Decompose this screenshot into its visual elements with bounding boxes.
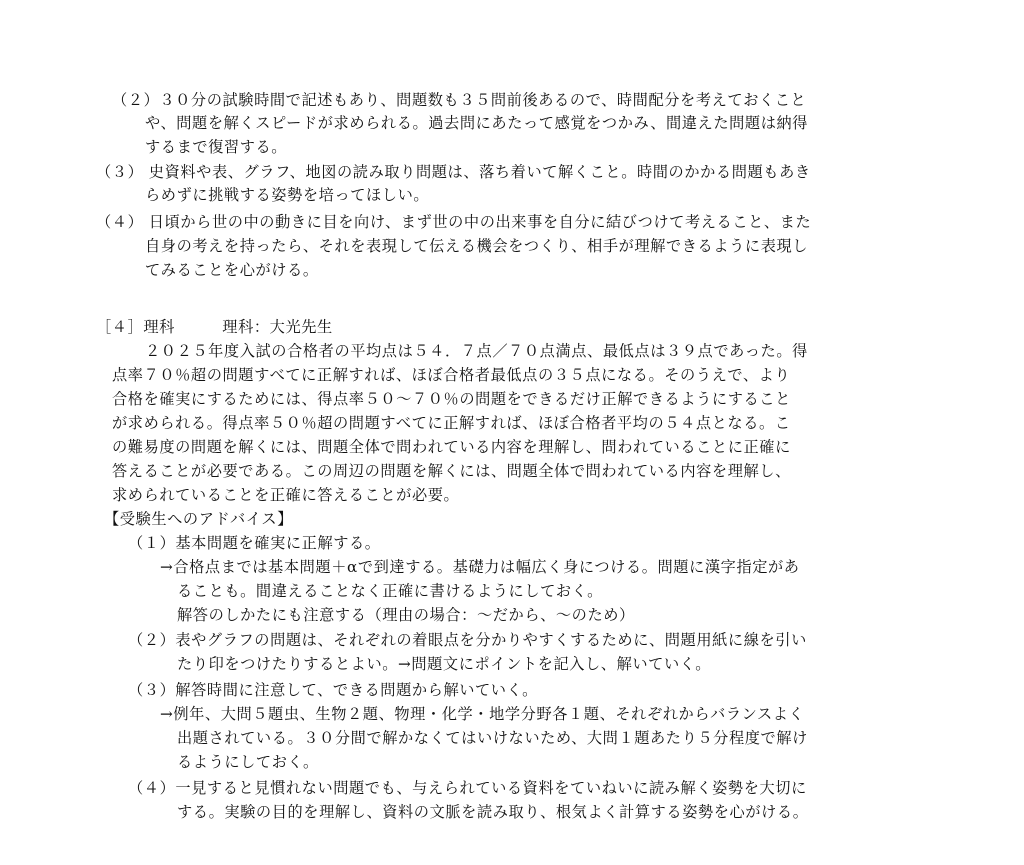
advice-4-line-2: する。実験の目的を理解し、資料の文脈を読み取り、根気よく計算する姿勢を心がける。 xyxy=(177,803,809,821)
section-heading-science: ［４］理科 理科：大光先生 xyxy=(96,318,333,336)
paragraph-line-4: が求められる。得点率５０％超の問題すべてに正解すれば、ほぼ合格者平均の５４点となる。こ xyxy=(112,414,791,432)
item-3-line-2: らめずに挑戦する姿勢を培ってほしい。 xyxy=(145,186,430,204)
advice-1-line-3: ることも。間違えることなく正確に書けるようにしておく。 xyxy=(177,582,603,600)
advice-2-line-1: （２）表やグラフの問題は、それぞれの着眼点を分かりやすくするために、問題用紙に線を引い xyxy=(128,631,807,649)
advice-1-line-1: （１）基本問題を確実に正解する。 xyxy=(128,534,381,552)
paragraph-line-3: 合格を確実にするためには、得点率５０～７０％の問題をできるだけ正解できるようにすること xyxy=(112,390,791,408)
item-4-line-1: （４） 日頃から世の中の動きに目を向け、まず世の中の出来事を自分に結びつけて考えること、また xyxy=(96,213,812,231)
item-4-line-2: 自身の考えを持ったら、それを表現して伝える機会をつくり、相手が理解できるように表現し xyxy=(145,237,809,255)
advice-2-line-2: たり印をつけたりするとよい。→問題文にポイントを記入し、解いていく。 xyxy=(177,655,712,673)
advice-1-line-4: 解答のしかたにも注意する（理由の場合：～だから、～のため） xyxy=(177,606,635,624)
item-4-line-3: てみることを心がける。 xyxy=(145,261,319,279)
item-2-line-1: （２）３０分の試験時間で記述もあり、問題数も３５問前後あるので、時間配分を考えておくこと xyxy=(112,91,807,109)
paragraph-line-6: 答えることが必要である。この周辺の問題を解くには、問題全体で問われている内容を理解し、 xyxy=(112,462,791,480)
paragraph-line-5: の難易度の問題を解くには、問題全体で問われている内容を理解し、問われていることに正確に xyxy=(112,438,791,456)
item-2-line-2: や、問題を解くスピードが求められる。過去問にあたって感覚をつかみ、間違えた問題は納得 xyxy=(145,114,809,132)
advice-3-line-4: るようにしておく。 xyxy=(177,753,319,771)
paragraph-line-7: 求められていることを正確に答えることが必要。 xyxy=(112,486,460,504)
advice-heading: 【受験生へのアドバイス】 xyxy=(104,510,293,528)
advice-3-line-2: →例年、大問５題虫、生物２題、物理・化学・地学分野各１題、それぞれからバランスよく xyxy=(160,705,805,723)
paragraph-line-1: ２０２５年度入試の合格者の平均点は５４．７点／７０点満点、最低点は３９点であった。得 xyxy=(145,342,808,360)
advice-1-line-2: →合格点までは基本問題＋αで到達する。基礎力は幅広く身につける。問題に漢字指定があ xyxy=(160,558,800,576)
paragraph-line-2: 点率７０％超の問題すべてに正解すれば、ほぼ合格者最低点の３５点になる。そのうえで、より xyxy=(112,366,791,384)
item-3-line-1: （３） 史資料や表、グラフ、地図の読み取り問題は、落ち着いて解くこと。時間のかかる問題もあき xyxy=(96,163,811,181)
item-2-line-3: するまで復習する。 xyxy=(145,138,288,156)
advice-3-line-1: （３）解答時間に注意して、できる問題から解いていく。 xyxy=(128,681,538,699)
advice-4-line-1: （４）一見すると見慣れない問題でも、与えられている資料をていねいに読み解く姿勢を大切に xyxy=(128,779,807,797)
advice-3-line-3: 出題されている。３０分間で解かなくてはいけないため、大問１題あたり５分程度で解け xyxy=(177,729,808,747)
